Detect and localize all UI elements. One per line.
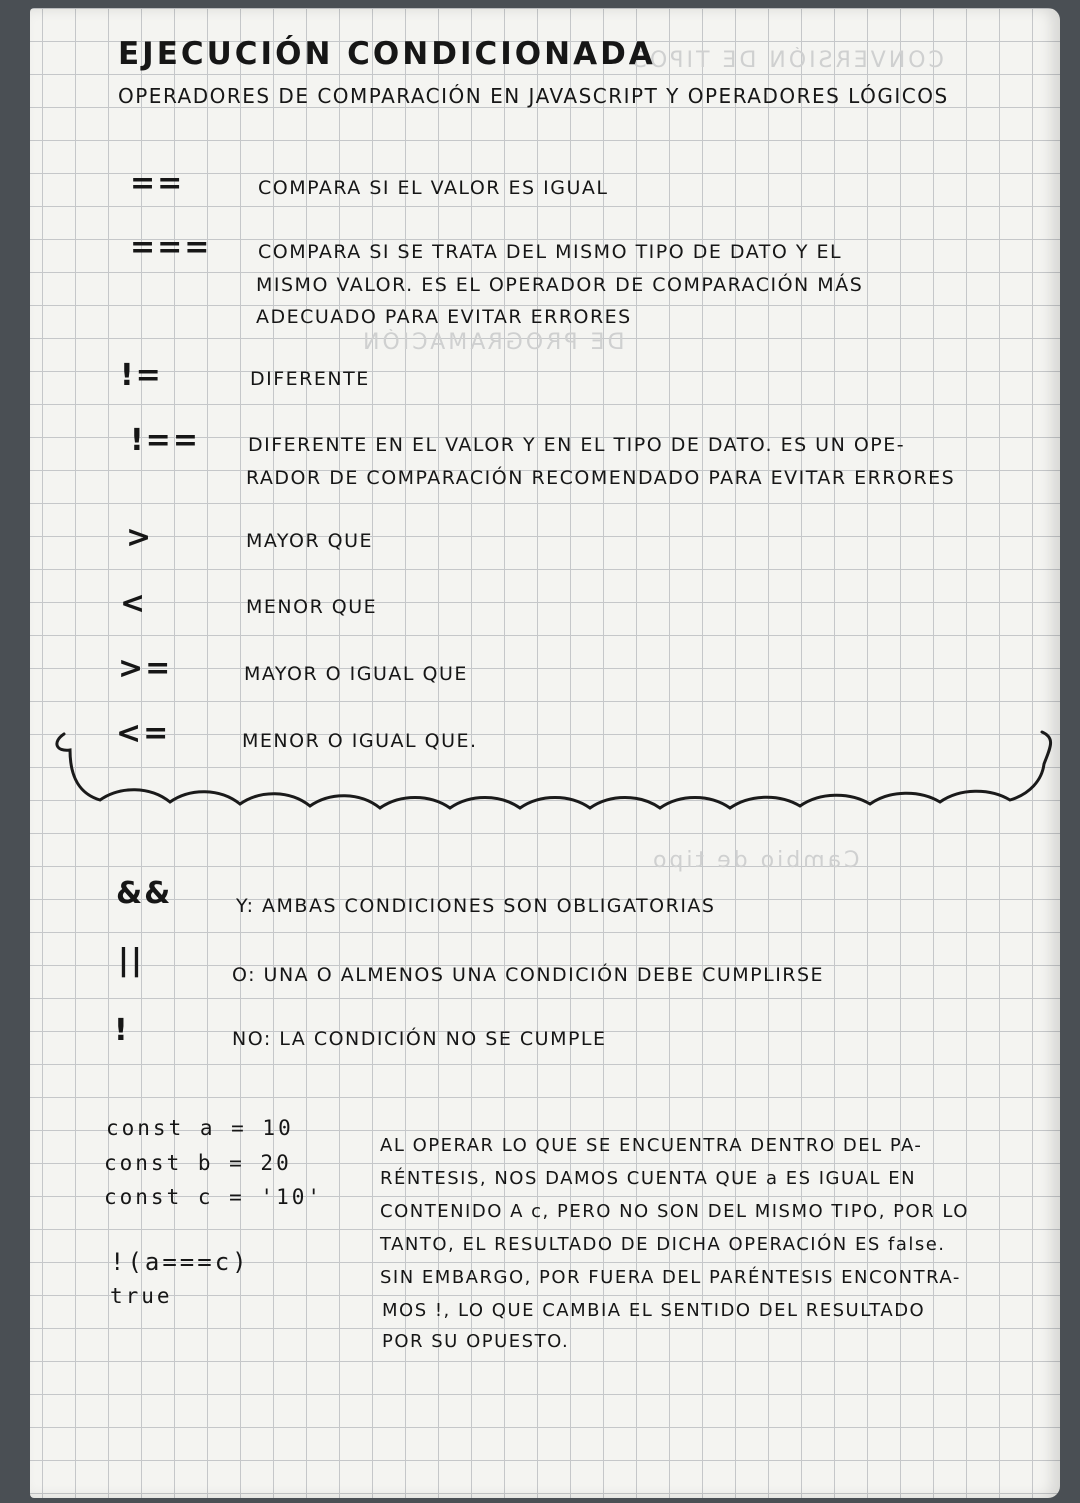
code-result: true — [110, 1284, 173, 1308]
logical-operator-description: Y: AMBAS CONDICIONES SON OBLIGATORIAS — [236, 895, 716, 917]
operator-symbol: != — [120, 358, 163, 393]
operator-description: ADECUADO PARA EVITAR ERRORES — [256, 306, 632, 328]
operator-description: DIFERENTE EN EL VALOR Y EN EL TIPO DE DATO. ES UN OPE- — [248, 434, 906, 456]
operator-symbol: == — [130, 166, 185, 201]
explanation-line: POR SU OPUESTO. — [382, 1331, 570, 1352]
operator-symbol: !== — [130, 423, 200, 458]
code-line: const c = '10' — [104, 1185, 324, 1209]
explanation-line: TANTO, EL RESULTADO DE DICHA OPERACIÓN ES false. — [380, 1234, 946, 1255]
code-line: const b = 20 — [104, 1151, 292, 1175]
bleed-through-text: CONVERSIÓN DE TIPOS — [630, 48, 944, 73]
operator-description: MENOR QUE — [246, 596, 378, 618]
page-subtitle: OPERADORES DE COMPARACIÓN EN JAVASCRIPT Y OPERADORES LÓGICOS — [118, 84, 949, 108]
bleed-through-text: Cambio de tipo — [650, 848, 860, 873]
operator-symbol: === — [130, 230, 212, 265]
code-line: const a = 10 — [106, 1116, 294, 1140]
code-expression: !(a===c) — [110, 1248, 250, 1276]
operator-description: MAYOR QUE — [246, 530, 374, 552]
explanation-line: SIN EMBARGO, POR FUERA DEL PARÉNTESIS ENCONTRA- — [380, 1267, 961, 1288]
operator-description: COMPARA SI SE TRATA DEL MISMO TIPO DE DATO Y EL — [258, 241, 843, 263]
wavy-divider — [30, 708, 1060, 848]
bleed-through-text: DE PROGRAMACIÓN — [360, 330, 625, 355]
explanation-line: RÉNTESIS, NOS DAMOS CUENTA QUE a ES IGUAL EN — [380, 1168, 917, 1189]
operator-description: DIFERENTE — [250, 368, 370, 390]
logical-operator-symbol: || — [118, 943, 144, 978]
operator-symbol: > — [126, 520, 154, 555]
operator-symbol: <= — [116, 716, 171, 751]
logical-operator-description: NO: LA CONDICIÓN NO SE CUMPLE — [232, 1028, 607, 1050]
operator-description: MAYOR O IGUAL QUE — [244, 663, 468, 685]
logical-operator-symbol: && — [116, 876, 173, 911]
operator-description: MISMO VALOR. ES EL OPERADOR DE COMPARACIÓN MÁS — [256, 274, 864, 296]
operator-symbol: >= — [118, 651, 173, 686]
explanation-line: MOS !, LO QUE CAMBIA EL SENTIDO DEL RESULTADO — [382, 1300, 926, 1321]
operator-description: MENOR O IGUAL QUE. — [242, 730, 478, 752]
logical-operator-symbol: ! — [114, 1013, 130, 1048]
operator-symbol: < — [120, 586, 148, 621]
operator-description: COMPARA SI EL VALOR ES IGUAL — [258, 177, 609, 199]
notebook-page — [30, 8, 1060, 1498]
logical-operator-description: O: UNA O ALMENOS UNA CONDICIÓN DEBE CUMPLIRSE — [232, 964, 825, 986]
page-title: EJECUCIÓN CONDICIONADA — [118, 36, 656, 72]
explanation-line: AL OPERAR LO QUE SE ENCUENTRA DENTRO DEL PA- — [380, 1135, 923, 1156]
explanation-line: CONTENIDO A c, PERO NO SON DEL MISMO TIPO, POR LO — [380, 1201, 969, 1222]
operator-description: RADOR DE COMPARACIÓN RECOMENDADO PARA EVITAR ERRORES — [246, 467, 956, 489]
